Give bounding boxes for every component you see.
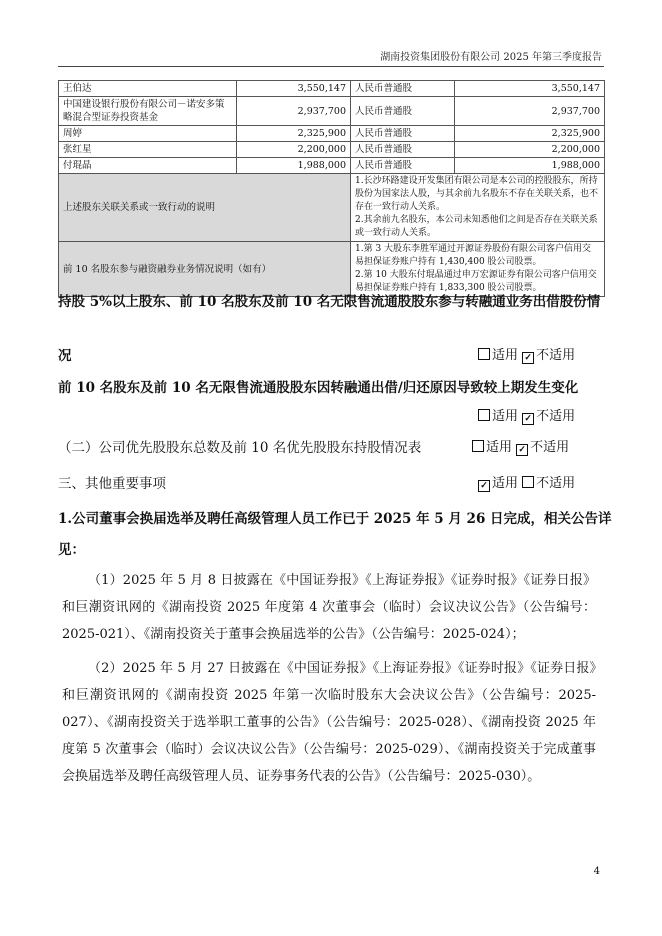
margin-note [351,242,605,297]
applicable-checkbox[interactable] [478,348,490,360]
not-applicable-checkbox-checked[interactable]: ✓ [522,413,534,425]
not-applicable-checkbox[interactable] [522,476,534,488]
share-type: 人民币普通股 [351,126,455,142]
page-header: 湖南投资集团股份有限公司 2025 年第三季度报告 [380,52,602,63]
change-title: 前 10 名股东及前 10 名无限售流通股股东因转融通出借/归还原因导致较上期发生变化 [58,380,579,396]
item1-title-cont: 见： [58,542,85,558]
lending-options: 适用 ✓ 不适用 [478,344,575,364]
margin-text-2: 2.第 10 大股东付琨晶通过申万宏源证券有限公司客户信用交易担保证券账户持有 1,833,300 股公司股票。 [355,270,597,293]
table-row [59,158,605,174]
holder-name: 付琨晶 [59,158,237,174]
preferred-title: （二）公司优先股股东总数及前 10 名优先股股东持股情况表 [58,440,422,456]
table-row [59,142,605,158]
holder-name: 中国建设银行股份有限公司－诺安多策略混合型证券投资基金 [59,97,237,126]
share-count: 2,325,900 [455,126,605,142]
share-count: 1,988,000 [455,158,605,174]
relation-text-1: 1.长沙环路建设开发集团有限公司是本公司的控股股东，所持股份为国家法人股，与其余前九名股东不存在关联关系，也不存在一致行动人关系。 [355,176,599,212]
holder-shares: 2,325,900 [237,126,351,142]
item1-title: 1.公司董事会换届选举及聘任高级管理人员工作已于 2025 年 5 月 26 日完成，相关公告详 [58,511,612,527]
page-number: 4 [593,866,600,877]
share-type: 人民币普通股 [351,97,455,126]
relation-row [59,174,605,242]
header-divider [58,66,604,67]
holder-shares: 3,550,147 [237,81,351,97]
holder-shares: 2,200,000 [237,142,351,158]
holder-name: 张红星 [59,142,237,158]
lending-title: 持股 5%以上股东、前 10 名股东及前 10 名无限售流通股股东参与转融通业务出借股份情 [58,294,601,310]
share-count: 3,550,147 [455,81,605,97]
share-count: 2,937,700 [455,97,605,126]
table-row [59,97,605,126]
lending-title-cont: 况 [58,348,72,364]
relation-note [351,174,605,242]
paragraph-1: （1）2025 年 5 月 8 日披露在《中国证券报》《上海证券报》《证券时报》《证券日报》和巨潮资讯网的《湖南投资 2025 年度第 4 次董事会（临时）会议决议公告》（公告编号：2025-021）、《湖南投资关于董事会换届选举的公告》（公告编号：2025-024）； [62,573,596,642]
not-applicable-checkbox-checked[interactable]: ✓ [516,444,528,456]
not-applicable-checkbox-checked[interactable]: ✓ [522,352,534,364]
holder-shares: 1,988,000 [237,158,351,174]
other-title: 三、其他重要事项 [58,476,166,492]
holder-name: 王伯达 [59,81,237,97]
applicable-checkbox[interactable] [478,409,490,421]
share-type: 人民币普通股 [351,142,455,158]
relation-label: 上述股东关联关系或一致行动的说明 [59,174,351,242]
change-options: 适用 ✓ 不适用 [478,405,575,425]
relation-text-2: 2.其余前九名股东，本公司未知悉他们之间是否存在关联关系或一致行动人关系。 [355,215,598,238]
table-row [59,126,605,142]
margin-row [59,242,605,297]
holder-shares: 2,937,700 [237,97,351,126]
share-type: 人民币普通股 [351,81,455,97]
applicable-checkbox[interactable] [472,440,484,452]
holder-name: 周婷 [59,126,237,142]
other-options: ✓ 适用 不适用 [478,472,575,492]
preferred-options: 适用 ✓ 不适用 [472,436,569,456]
applicable-checkbox-checked[interactable]: ✓ [478,480,490,492]
table-row [59,81,605,97]
share-count: 2,200,000 [455,142,605,158]
margin-text-1: 1.第 3 大股东李胜军通过开源证券股份有限公司客户信用交易担保证券账户持有 1,430,400 股公司股票。 [355,244,592,267]
share-type: 人民币普通股 [351,158,455,174]
margin-label: 前 10 名股东参与融资融券业务情况说明（如有） [59,242,351,297]
paragraph-2: （2）2025 年 5 月 27 日披露在《中国证券报》《上海证券报》《证券时报》《证券日报》和巨潮资讯网的《湖南投资 2025 年第一次临时股东大会决议公告》（公告编号：2025-027）、《湖南投资关于选举职工董事的公告》（公告编号：2025-028）、《湖南投资 2025 年度第 5 次董事会（临时）会议决议公告》（公告编号：2025-029）、《湖南投资关于完成董事会换届选举及聘任高级管理人员、证券事务代表的公告》（公告编号：2025-030）。 [62,661,596,784]
shareholder-table [58,80,605,297]
